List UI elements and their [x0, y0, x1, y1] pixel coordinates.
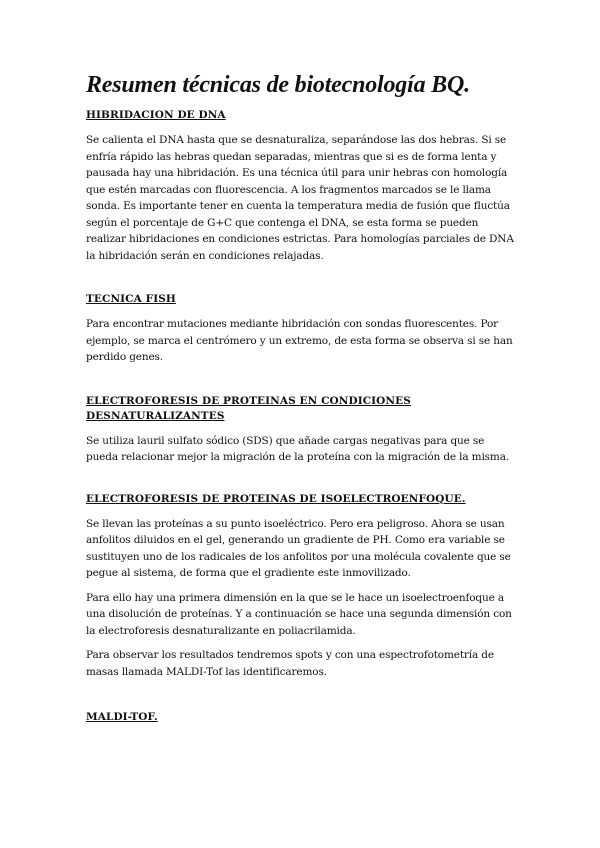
- section-electroforesis-desnaturalizante: [86, 394, 516, 466]
- document-title: Resumen técnicas de biotecnología BQ.: [86, 72, 470, 98]
- section-heading: ELECTROFORESIS DE PROTEINAS DE ISOELECTROENFOQUE.: [86, 492, 466, 505]
- section-heading: ELECTROFORESIS DE PROTEINAS EN CONDICIONES DESNATURALIZANTES: [86, 394, 411, 422]
- paragraph: Para ello hay una primera dimensión en la que se le hace un isoelectroenfoque a una disolución de proteínas. Y a continuación se hace una segunda dimensión con la electroforesis desnaturalizante en poliacrilamida.: [86, 591, 512, 637]
- section-isoelectroenfoque: [86, 492, 516, 681]
- paragraph: Para observar los resultados tendremos spots y con una espectrofotometría de masas llamada MALDI-Tof las identificaremos.: [86, 649, 494, 678]
- section-heading: HIBRIDACION DE DNA: [86, 109, 226, 121]
- section-heading: TECNICA FISH: [86, 293, 176, 305]
- section-maldi-tof: [86, 710, 516, 725]
- paragraph: Se calienta el DNA hasta que se desnaturaliza, separándose las dos hebras. Si se enfría rápido las hebras quedan separadas, mientras que si es de forma lenta y pausada hay una hibridación. Es una técnica útil para unir hebras con homología que estén marcadas con fluorescencia. A los fragmentos marcados se le llama sonda. Es importante tener en cuenta la temperatura media de fusión que fluctúa según el porcentaje de G+C que contenga el DNA, se esta forma se pueden realizar hibridaciones en condiciones estrictas. Para homologías parciales de DNA la hibridación serán en condiciones relajadas.: [86, 134, 514, 262]
- document-page: [86, 70, 516, 749]
- paragraph: Se llevan las proteínas a su punto isoeléctrico. Pero era peligroso. Ahora se usan anfolitos diluidos en el gel, generando un gradiente de PH. Como era variable se sustituyen uno de los radicales de los anfolitos por una molécula covalente que se pegue al sistema, de forma que el gradiente este inmovilizado.: [86, 517, 511, 579]
- section-fish: [86, 292, 516, 366]
- section-hibridacion: [86, 108, 516, 264]
- paragraph: Para encontrar mutaciones mediante hibridación con sondas fluorescentes. Por ejemplo, se marca el centrómero y un extremo, de esta forma se observa si se han perdido genes.: [86, 318, 513, 363]
- paragraph: Se utiliza lauril sulfato sódico (SDS) que añade cargas negativas para que se pueda relacionar mejor la migración de la proteína con la migración de la misma.: [86, 434, 510, 463]
- section-heading: MALDI-TOF.: [86, 711, 158, 723]
